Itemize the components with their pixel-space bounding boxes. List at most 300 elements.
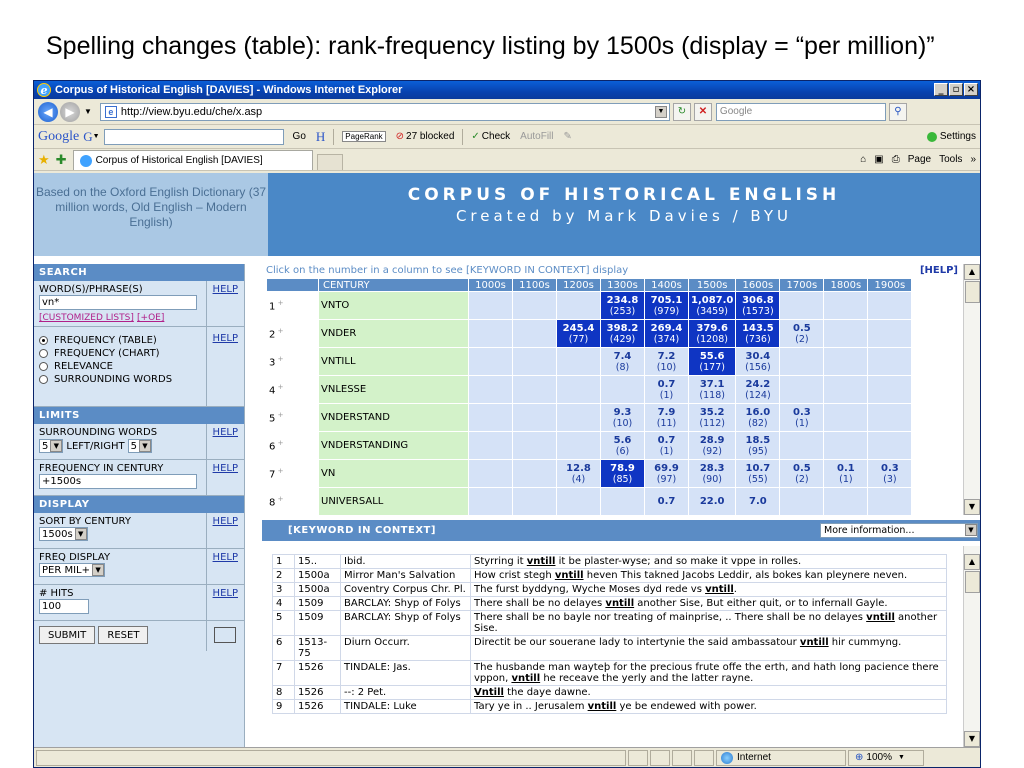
- status-bar: [34, 747, 980, 767]
- reset-button[interactable]: RESET: [98, 626, 148, 644]
- radio-button[interactable]: [39, 362, 48, 371]
- frequency-cell[interactable]: [601, 432, 645, 460]
- frequency-cell[interactable]: [601, 460, 645, 488]
- raw-count: (1): [659, 445, 674, 457]
- blocked-count: 27 blocked: [406, 131, 455, 142]
- word-help-link[interactable]: HELP: [212, 284, 238, 295]
- bookmark-h-icon[interactable]: H: [315, 128, 326, 144]
- freq-display-value: PER MIL+: [42, 564, 91, 576]
- period-header[interactable]: 1700s: [780, 279, 824, 292]
- surrounding-section: [34, 424, 244, 460]
- word-cell[interactable]: VNTO: [319, 292, 469, 320]
- word-section: [34, 281, 244, 327]
- word-cell[interactable]: VNLESSE: [319, 376, 469, 404]
- sort-help-link[interactable]: HELP: [212, 516, 238, 527]
- tools-menu[interactable]: Tools: [939, 154, 963, 165]
- frequency-cell[interactable]: [689, 432, 736, 460]
- display-type-section: [34, 327, 244, 407]
- per-million-value[interactable]: 7.4: [613, 350, 632, 362]
- toolbar-separator: [462, 129, 463, 145]
- per-million-value[interactable]: 0.7: [657, 434, 676, 446]
- banner-titles: [268, 173, 980, 256]
- empty-cell: [868, 348, 912, 376]
- kwic-number: 7: [273, 661, 295, 686]
- expand-icon[interactable]: +: [275, 494, 284, 503]
- empty-cell: [513, 404, 557, 432]
- chevron-down-icon: ▼: [139, 440, 151, 452]
- per-million-value[interactable]: 30.4: [745, 350, 771, 362]
- kwic-row: [273, 700, 947, 714]
- frequency-cell[interactable]: [824, 460, 868, 488]
- pencil-icon[interactable]: ✎: [563, 131, 572, 142]
- empty-cell: [513, 376, 557, 404]
- context-after: the daye dawne.: [503, 687, 591, 698]
- kwic-year: 1513-75: [295, 636, 341, 661]
- history-dropdown-icon[interactable]: ▼: [84, 107, 92, 116]
- left-value: 5: [42, 440, 49, 452]
- radio-button[interactable]: [39, 349, 48, 358]
- toolbar-separator: [333, 129, 334, 145]
- keyword-link[interactable]: vntill: [511, 673, 541, 684]
- per-million-value[interactable]: 1,087.0: [691, 294, 734, 306]
- frequency-cell[interactable]: [689, 488, 736, 516]
- surrounding-help-link[interactable]: HELP: [212, 427, 238, 438]
- empty-cell: [824, 320, 868, 348]
- raw-count: (95): [748, 445, 768, 457]
- frequency-cell[interactable]: [736, 432, 780, 460]
- window-title: Corpus of Historical English [DAVIES] - Windows Internet Explorer: [55, 84, 403, 96]
- address-dropdown-icon[interactable]: ▼: [655, 106, 667, 118]
- keyword-link[interactable]: vntill: [587, 701, 617, 712]
- oe-link[interactable]: [+OE]: [137, 313, 165, 323]
- search-placeholder: Google: [719, 106, 753, 117]
- frequency-cell[interactable]: [736, 320, 780, 348]
- scroll-down-icon[interactable]: ▼: [964, 499, 980, 515]
- word-cell[interactable]: VNDERSTAND: [319, 404, 469, 432]
- address-bar[interactable]: [100, 103, 670, 121]
- per-million-value[interactable]: 245.4: [562, 322, 595, 334]
- zoom-control[interactable]: [848, 750, 924, 766]
- per-million-value[interactable]: 0.7: [657, 496, 676, 507]
- expand-icon[interactable]: +: [275, 326, 284, 335]
- keyword-link[interactable]: vntill: [705, 584, 734, 595]
- frequency-cell[interactable]: [780, 460, 824, 488]
- raw-count: (10): [656, 361, 677, 373]
- kwic-context: [471, 597, 947, 611]
- new-tab-button[interactable]: [317, 154, 343, 170]
- rank-number: 7: [269, 469, 276, 481]
- feeds-icon[interactable]: ▣: [874, 154, 884, 165]
- kwic-row: [273, 583, 947, 597]
- right-value: 5: [130, 440, 137, 452]
- title-bar: [34, 81, 980, 99]
- autofill-button[interactable]: AutoFill: [520, 131, 554, 142]
- kwic-row: [273, 636, 947, 661]
- spell-check-button[interactable]: [471, 131, 510, 142]
- per-million-value[interactable]: 28.9: [699, 434, 725, 446]
- expand-icon[interactable]: +: [275, 354, 284, 363]
- raw-count: (4): [571, 473, 586, 485]
- frequency-cell[interactable]: [557, 460, 601, 488]
- period-header[interactable]: 1200s: [557, 279, 601, 292]
- search-icon[interactable]: ⚲: [889, 103, 907, 121]
- favorites-star-icon[interactable]: ★: [38, 151, 50, 167]
- frequency-cell[interactable]: [689, 376, 736, 404]
- raw-count: (979): [653, 305, 680, 317]
- raw-count: (736): [745, 333, 771, 345]
- kwic-heading: [KEYWORD IN CONTEXT]: [288, 525, 436, 536]
- per-million-value[interactable]: 0.5: [793, 462, 811, 474]
- word-input[interactable]: vn*: [39, 295, 197, 310]
- freq-display-help-link[interactable]: HELP: [212, 552, 238, 563]
- frequency-cell[interactable]: [780, 320, 824, 348]
- empty-cell: [469, 460, 513, 488]
- raw-count: (253): [609, 305, 636, 317]
- keyword-link[interactable]: vntill: [799, 637, 829, 648]
- raw-count: (112): [699, 417, 725, 429]
- frequency-cell[interactable]: [645, 404, 689, 432]
- settings-dot-icon: [927, 132, 937, 142]
- popup-blocker[interactable]: [396, 131, 455, 142]
- empty-cell: [601, 488, 645, 516]
- radio-frequency-chart[interactable]: [39, 348, 239, 359]
- empty-cell: [868, 404, 912, 432]
- browser-window: [33, 80, 981, 768]
- expand-icon[interactable]: +: [275, 410, 284, 419]
- frequency-cell[interactable]: [645, 460, 689, 488]
- zoom-level: 100%: [866, 752, 892, 763]
- empty-cell: [469, 376, 513, 404]
- frequency-cell[interactable]: [736, 404, 780, 432]
- raw-count: (10): [612, 417, 633, 429]
- per-million-value[interactable]: 0.3: [793, 406, 811, 418]
- kwic-number: 6: [273, 636, 295, 661]
- context-before: Styrring it: [474, 556, 527, 567]
- per-million-value[interactable]: 7.9: [657, 406, 676, 418]
- radio-frequency-table[interactable]: [39, 335, 239, 346]
- word-cell[interactable]: VNDERSTANDING: [319, 432, 469, 460]
- submit-button[interactable]: SUBMIT: [39, 626, 95, 644]
- frequency-cell[interactable]: [689, 320, 736, 348]
- rank-number: 8: [269, 497, 276, 509]
- period-header[interactable]: 1400s: [645, 279, 689, 292]
- kwic-row: [273, 569, 947, 583]
- period-header[interactable]: 1900s: [868, 279, 912, 292]
- expand-icon[interactable]: +: [275, 298, 284, 307]
- scroll-down-icon[interactable]: ▼: [964, 731, 980, 747]
- frequency-cell[interactable]: [601, 348, 645, 376]
- keyword-link[interactable]: vntill: [526, 556, 556, 567]
- forward-button[interactable]: ▶: [60, 102, 80, 122]
- empty-cell: [469, 404, 513, 432]
- status-text: [36, 750, 626, 766]
- word-cell[interactable]: VNTILL: [319, 348, 469, 376]
- per-million-value[interactable]: 5.6: [613, 434, 632, 446]
- frequency-cell[interactable]: [557, 320, 601, 348]
- scroll-up-icon[interactable]: ▲: [964, 554, 980, 570]
- expand-icon[interactable]: +: [275, 466, 284, 475]
- zone-label: Internet: [737, 752, 771, 763]
- google-toolbar: [34, 125, 980, 149]
- frequency-cell[interactable]: [736, 460, 780, 488]
- rank-cell: [267, 292, 319, 320]
- search-input[interactable]: [716, 103, 886, 121]
- context-before: How crist stegh: [474, 570, 555, 581]
- per-million-value[interactable]: 37.1: [699, 378, 725, 390]
- rank-cell: [267, 320, 319, 348]
- frequency-cell[interactable]: [780, 404, 824, 432]
- rank-cell: [267, 460, 319, 488]
- radio-button[interactable]: [39, 336, 48, 345]
- per-million-value[interactable]: 0.5: [793, 322, 811, 334]
- raw-count: (2): [795, 333, 809, 345]
- left-right-label: LEFT/RIGHT: [66, 440, 125, 452]
- word-label: WORD(S)/PHRASE(S): [39, 284, 143, 295]
- maximize-button[interactable]: ▫: [949, 83, 963, 96]
- frequency-cell[interactable]: [645, 320, 689, 348]
- check-label: Check: [481, 131, 511, 142]
- display-heading: DISPLAY: [34, 496, 244, 513]
- raw-count: (82): [748, 417, 768, 429]
- extra-button[interactable]: [214, 627, 236, 643]
- frequency-cell[interactable]: [868, 460, 912, 488]
- address-url: http://view.byu.edu/che/x.asp: [120, 105, 263, 118]
- empty-cell: [513, 488, 557, 516]
- expand-icon[interactable]: +: [275, 382, 284, 391]
- settings-button[interactable]: [927, 131, 976, 142]
- raw-count: (2): [795, 473, 809, 485]
- per-million-value[interactable]: 55.6: [699, 350, 725, 362]
- period-header[interactable]: 1100s: [513, 279, 557, 292]
- period-header[interactable]: 1800s: [824, 279, 868, 292]
- sort-select[interactable]: [39, 527, 88, 541]
- frequency-cell[interactable]: [736, 292, 780, 320]
- tab-active[interactable]: [73, 150, 313, 170]
- hits-help-link[interactable]: HELP: [212, 588, 238, 599]
- per-million-value[interactable]: 35.2: [699, 406, 725, 418]
- zoom-icon: ⊕: [855, 752, 864, 763]
- context-before: There shall be no delayes: [474, 598, 606, 609]
- tab-row: [34, 149, 980, 171]
- frequency-table: [266, 278, 912, 515]
- radio-relevance[interactable]: [39, 361, 239, 372]
- address-row: [34, 99, 980, 125]
- radio-surrounding-words[interactable]: [39, 374, 239, 385]
- period-header[interactable]: 1000s: [469, 279, 513, 292]
- frequency-cell[interactable]: [689, 292, 736, 320]
- google-search-input[interactable]: [104, 129, 284, 145]
- ie-logo-icon: e: [37, 83, 51, 97]
- per-million-value[interactable]: 18.5: [745, 434, 771, 446]
- empty-cell: [513, 292, 557, 320]
- raw-count: (6): [615, 445, 630, 457]
- raw-count: (3459): [696, 305, 728, 317]
- frequency-cell[interactable]: [645, 488, 689, 516]
- kwic-source: Diurn Occurr.: [341, 636, 471, 661]
- kwic-heading-bar: [262, 520, 980, 541]
- empty-cell: [780, 432, 824, 460]
- empty-cell: [469, 292, 513, 320]
- chevron-down-icon: ▼: [965, 524, 977, 536]
- frequency-cell[interactable]: [645, 348, 689, 376]
- right-select[interactable]: [128, 439, 152, 453]
- per-million-value[interactable]: 398.2: [606, 322, 639, 334]
- period-header[interactable]: 1600s: [736, 279, 780, 292]
- frequency-cell[interactable]: [645, 292, 689, 320]
- site-title: CORPUS OF HISTORICAL ENGLISH: [407, 185, 841, 205]
- frequency-results: [262, 264, 980, 515]
- table-header-row: [267, 279, 912, 292]
- kwic-row: [273, 661, 947, 686]
- raw-count: (55): [748, 473, 768, 485]
- chevron-down-icon: ▼: [92, 564, 104, 576]
- kwic-year: 15..: [295, 555, 341, 569]
- frequency-cell[interactable]: [736, 348, 780, 376]
- period-header[interactable]: 1500s: [689, 279, 736, 292]
- check-icon: ✓: [471, 131, 480, 142]
- radio-label: SURROUNDING WORDS: [54, 374, 173, 385]
- frequency-cell[interactable]: [736, 376, 780, 404]
- freq-display-section: [34, 549, 244, 585]
- print-icon[interactable]: ⎙: [891, 154, 900, 165]
- raw-count: (90): [702, 473, 722, 485]
- page-menu[interactable]: Page: [907, 154, 932, 165]
- per-million-value[interactable]: 10.7: [745, 462, 771, 474]
- freq-century-help-link[interactable]: HELP: [212, 463, 238, 474]
- frequency-cell[interactable]: [689, 404, 736, 432]
- empty-cell: [469, 432, 513, 460]
- per-million-value[interactable]: 234.8: [606, 294, 639, 306]
- left-select[interactable]: [39, 439, 63, 453]
- per-million-value[interactable]: 705.1: [650, 294, 683, 306]
- chevron-down-icon: ▼: [897, 754, 905, 761]
- kwic-year: 1509: [295, 611, 341, 636]
- home-icon[interactable]: ⌂: [860, 154, 867, 165]
- empty-cell: [824, 376, 868, 404]
- keyword-link[interactable]: vntill: [866, 612, 895, 623]
- slide-title: Spelling changes (table): rank-frequency listing by 1500s (display = “per million)”: [46, 32, 935, 60]
- site-banner: [34, 173, 980, 256]
- empty-cell: [780, 292, 824, 320]
- per-million-value[interactable]: 78.9: [610, 462, 635, 474]
- results-scrollbar[interactable]: [963, 264, 980, 515]
- keyword-link[interactable]: vntill: [605, 598, 635, 609]
- keyword-link[interactable]: Vntill: [474, 687, 504, 698]
- keyword-link[interactable]: vntill: [554, 570, 584, 581]
- raw-count: (3): [883, 473, 897, 485]
- per-million-value[interactable]: 306.8: [742, 294, 774, 306]
- stop-icon[interactable]: ✕: [694, 103, 712, 121]
- empty-cell: [824, 404, 868, 432]
- per-million-value[interactable]: 269.4: [650, 322, 683, 334]
- kwic-year: 1526: [295, 661, 341, 686]
- per-million-value[interactable]: 22.0: [699, 496, 725, 507]
- customized-lists-link[interactable]: [CUSTOMIZED LISTS]: [39, 313, 134, 323]
- limits-heading: LIMITS: [34, 407, 244, 424]
- per-million-value[interactable]: 0.7: [657, 378, 676, 390]
- hits-input[interactable]: 100: [39, 599, 89, 614]
- page-icon: e: [105, 106, 117, 118]
- tab-ie-icon: [80, 155, 92, 167]
- kwic-number: 3: [273, 583, 295, 597]
- frequency-cell[interactable]: [601, 320, 645, 348]
- per-million-value[interactable]: 69.9: [654, 462, 679, 474]
- per-million-value[interactable]: 7.0: [749, 496, 767, 507]
- frequency-cell[interactable]: [689, 348, 736, 376]
- per-million-value[interactable]: 9.3: [613, 406, 632, 418]
- kwic-table: [272, 554, 947, 714]
- empty-cell: [824, 348, 868, 376]
- minimize-button[interactable]: _: [934, 83, 948, 96]
- empty-cell: [868, 292, 912, 320]
- kwic-year: 1526: [295, 686, 341, 700]
- freq-display-label: FREQ DISPLAY: [39, 552, 111, 563]
- frequency-cell[interactable]: [645, 376, 689, 404]
- freq-display-select[interactable]: [39, 563, 105, 577]
- back-button[interactable]: ◀: [38, 102, 58, 122]
- frequency-cell[interactable]: [736, 488, 780, 516]
- per-million-value[interactable]: 143.5: [742, 322, 774, 334]
- google-dropdown-icon[interactable]: ▼: [92, 133, 100, 140]
- rank-cell: [267, 376, 319, 404]
- more-info-select[interactable]: [820, 523, 978, 538]
- more-icon[interactable]: »: [970, 154, 976, 165]
- word-cell[interactable]: VNDER: [319, 320, 469, 348]
- per-million-value[interactable]: 0.3: [881, 462, 899, 474]
- security-zone[interactable]: [716, 750, 846, 766]
- table-row: [267, 292, 912, 320]
- expand-icon[interactable]: +: [275, 438, 284, 447]
- per-million-value[interactable]: 12.8: [566, 462, 591, 474]
- per-million-value[interactable]: 16.0: [745, 406, 771, 418]
- display-type-help-link[interactable]: HELP: [212, 333, 238, 344]
- scroll-thumb[interactable]: [965, 571, 980, 593]
- empty-cell: [557, 404, 601, 432]
- per-million-value[interactable]: 28.3: [699, 462, 725, 474]
- refresh-icon[interactable]: ↻: [673, 103, 691, 121]
- per-million-value[interactable]: 7.2: [657, 350, 676, 362]
- go-button[interactable]: Go: [292, 131, 306, 142]
- scroll-up-icon[interactable]: ▲: [964, 264, 980, 280]
- pagerank-indicator[interactable]: PageRank: [342, 131, 385, 142]
- period-header[interactable]: 1300s: [601, 279, 645, 292]
- close-button[interactable]: ×: [964, 83, 978, 96]
- context-after: it be plaster-wyse; and so make it vppe in rolles.: [555, 556, 802, 567]
- frequency-cell[interactable]: [601, 292, 645, 320]
- raw-count: (177): [699, 361, 725, 373]
- per-million-value[interactable]: 379.6: [696, 322, 729, 334]
- frequency-cell[interactable]: [689, 460, 736, 488]
- add-favorites-icon[interactable]: ✚: [55, 151, 67, 167]
- per-million-value[interactable]: 0.1: [837, 462, 855, 474]
- surrounding-label: SURROUNDING WORDS: [39, 427, 158, 438]
- kwic-year: 1509: [295, 597, 341, 611]
- per-million-value[interactable]: 24.2: [745, 378, 771, 390]
- frequency-cell[interactable]: [645, 432, 689, 460]
- kwic-scrollbar[interactable]: [963, 546, 980, 747]
- empty-cell: [780, 488, 824, 516]
- radio-button[interactable]: [39, 375, 48, 384]
- frequency-cell[interactable]: [601, 404, 645, 432]
- word-cell[interactable]: UNIVERSALL: [319, 488, 469, 516]
- word-cell[interactable]: VN: [319, 460, 469, 488]
- scroll-thumb[interactable]: [965, 281, 980, 303]
- search-form: [34, 264, 245, 747]
- kwic-year: 1526: [295, 700, 341, 714]
- freq-century-input[interactable]: +1500s: [39, 474, 197, 489]
- results-help-link[interactable]: [HELP]: [919, 265, 958, 276]
- radio-label: FREQUENCY (CHART): [54, 348, 160, 359]
